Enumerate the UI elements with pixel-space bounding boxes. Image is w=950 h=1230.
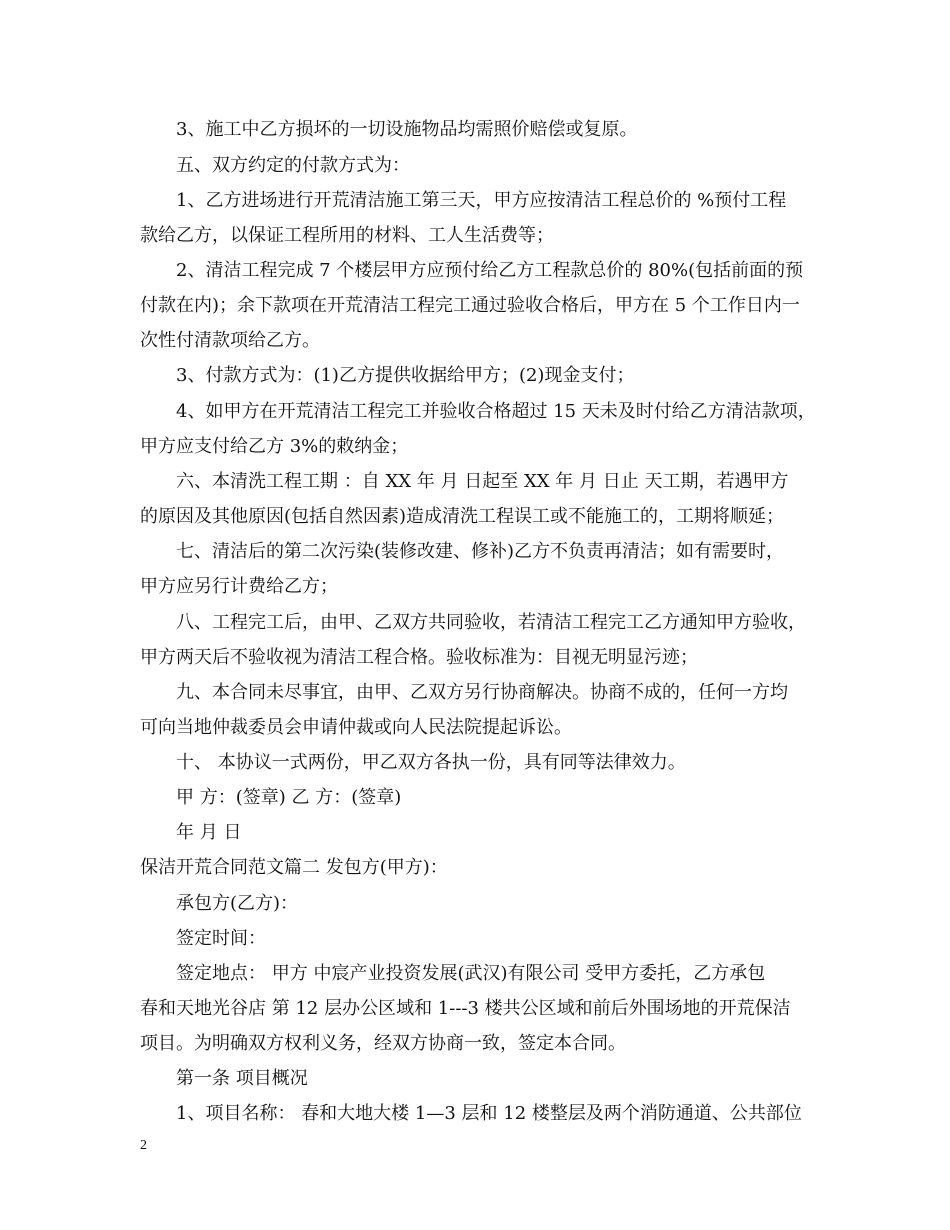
section-heading: 十、 本协议一式两份，甲乙双方各执一份，具有同等法律效力。 [176, 752, 686, 773]
text-line: 2、清洁工程完成 7 个楼层甲方应预付给乙方工程款总价的 80%(包括前面的预 [176, 260, 804, 281]
signature-line: 甲 方：(签章) 乙 方：(签章) [176, 787, 402, 808]
section-heading: 五、双方约定的付款方式为： [176, 155, 410, 176]
page-number: 2 [140, 1138, 147, 1153]
text-line: 1、项目名称： 春和大地大楼 1—3 层和 12 楼整层及两个消防通道、公共部位 [176, 1103, 802, 1124]
text-line: 签定地点： 甲方 中宸产业投资发展(武汉)有限公司 受甲方委托，乙方承包 [176, 963, 766, 984]
text-line: 的原因及其他原因(包括自然因素)造成清洗工程误工或不能施工的，工期将顺延； [140, 506, 785, 527]
text-line: 春和天地光谷店 第 12 层办公区域和 1---3 楼共公区域和前后外围场地的开荒保洁 [140, 998, 791, 1019]
article-title: 保洁开荒合同范文篇二 发包方(甲方)： [140, 857, 448, 878]
text-line: 可向当地仲裁委员会申请仲裁或向人民法院提起诉讼。 [140, 717, 572, 738]
text-line: 承包方(乙方)： [176, 893, 299, 914]
section-heading: 八、工程完工后，由甲、乙双方共同验收，若清洁工程完工乙方通知甲方验收， [176, 612, 806, 633]
text-line: 1、乙方进场进行开荒清洁施工第三天，甲方应按清洁工程总价的 %预付工程 [176, 190, 787, 211]
text-line: 甲方应另行计费给乙方； [140, 576, 338, 597]
text-line: 签定时间： [176, 928, 266, 949]
section-heading: 六、本清洗工程工期 ：自 XX 年 月 日起至 XX 年 月 日止 天工期，若遇甲方 [176, 471, 789, 492]
text-line: 3、施工中乙方损坏的一切设施物品均需照价赔偿或复原。 [176, 119, 638, 140]
text-line: 次性付清款项给乙方。 [140, 330, 320, 351]
text-line: 4、如甲方在开荒清洁工程完工并验收合格超过 15 天未及时付给乙方清洁款项， [176, 401, 816, 422]
text-line: 甲方应支付给乙方 3%的敕纳金； [140, 436, 409, 457]
section-heading: 七、清洁后的第二次污染(装修改建、修补)乙方不负责再清洁；如有需要时， [176, 541, 785, 562]
date-line: 年 月 日 [176, 822, 242, 843]
section-heading: 九、本合同未尽事宜，由甲、乙双方另行协商解决。协商不成的，任何一方均 [176, 682, 788, 703]
text-line: 款给乙方，以保证工程所用的材料、工人生活费等； [140, 225, 554, 246]
text-line: 付款在内)；余下款项在开荒清洁工程完工通过验收合格后，甲方在 5 个工作日内一 [140, 295, 800, 316]
text-line: 项目。为明确双方权利义务，经双方协商一致，签定本合同。 [140, 1033, 626, 1054]
text-line: 甲方两天后不验收视为清洁工程合格。验收标准为：目视无明显污迹； [140, 647, 698, 668]
text-line: 3、付款方式为：(1)乙方提供收据给甲方；(2)现金支付； [176, 365, 635, 386]
section-heading: 第一条 项目概况 [176, 1068, 308, 1089]
